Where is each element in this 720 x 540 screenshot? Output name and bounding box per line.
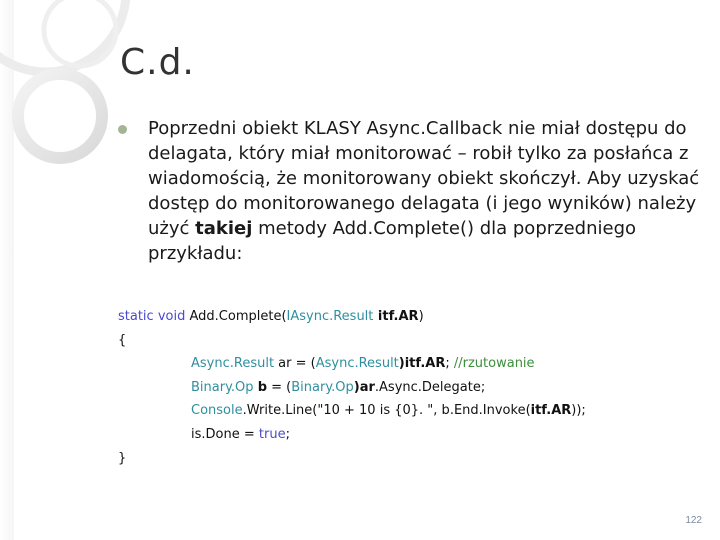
code-line-delegate — [118, 376, 698, 400]
code-token: true — [258, 426, 286, 442]
code-token: ar = ( — [274, 356, 316, 372]
code-token: Add.Complete( — [185, 309, 287, 324]
code-token: )); — [571, 403, 586, 419]
code-token: itf.AR — [373, 309, 419, 324]
bullet-text-part: metody Add.Complete() dla poprzedniego przykładu: — [148, 218, 637, 264]
code-token: is.Done = — [191, 426, 259, 442]
code-token: Binary.Op — [191, 379, 254, 395]
code-line-close-brace: } — [118, 450, 127, 466]
code-token: ; — [285, 426, 290, 442]
code-token: void — [157, 309, 186, 324]
code-token: Async.Result — [191, 356, 275, 372]
bullet-text-part: Poprzedni obiekt KLASY Async.Callback nie miał dostępu do delagata, który miał monitorować – robił tylko za posłańca z wiadomością, że monitorowany obiekt skończył. Aby uzyskać dostęp do monitorowanego delagata (i jego wyników) należy użyć — [148, 118, 700, 239]
code-token: ) — [418, 309, 424, 324]
code-token: )ar — [353, 379, 375, 395]
decorative-rings-icon — [0, 0, 140, 240]
code-block — [118, 305, 698, 470]
code-token: .Write.Line( — [242, 403, 318, 419]
code-line-writeline — [118, 399, 698, 423]
code-token: ; — [445, 356, 454, 372]
code-token: = ( — [267, 379, 292, 395]
code-line-signature — [118, 305, 698, 329]
code-token: itf.AR — [530, 403, 572, 419]
code-comment: //rzutowanie — [453, 356, 535, 372]
code-string: "10 + 10 is {0}. " — [317, 403, 434, 419]
code-line-open-brace: { — [118, 332, 127, 348]
code-token: static — [118, 309, 154, 324]
code-token: )itf.AR — [398, 356, 446, 372]
code-line-isdone — [118, 423, 698, 447]
code-token: Console — [191, 403, 243, 419]
code-token: IAsync.Result — [286, 309, 374, 324]
code-token: Async.Result — [315, 356, 399, 372]
code-token: Binary.Op — [291, 379, 354, 395]
code-line-cast — [118, 352, 698, 376]
bullet-text — [148, 116, 708, 266]
code-token: , b.End.Invoke( — [433, 403, 531, 419]
code-token: b — [257, 379, 267, 395]
code-token: .Async.Delegate; — [374, 379, 486, 395]
page-number: 122 — [685, 515, 702, 526]
slide-title: C.d. — [120, 42, 195, 83]
bullet-dot-icon — [118, 125, 127, 134]
bullet-text-bold: takiej — [195, 218, 253, 239]
